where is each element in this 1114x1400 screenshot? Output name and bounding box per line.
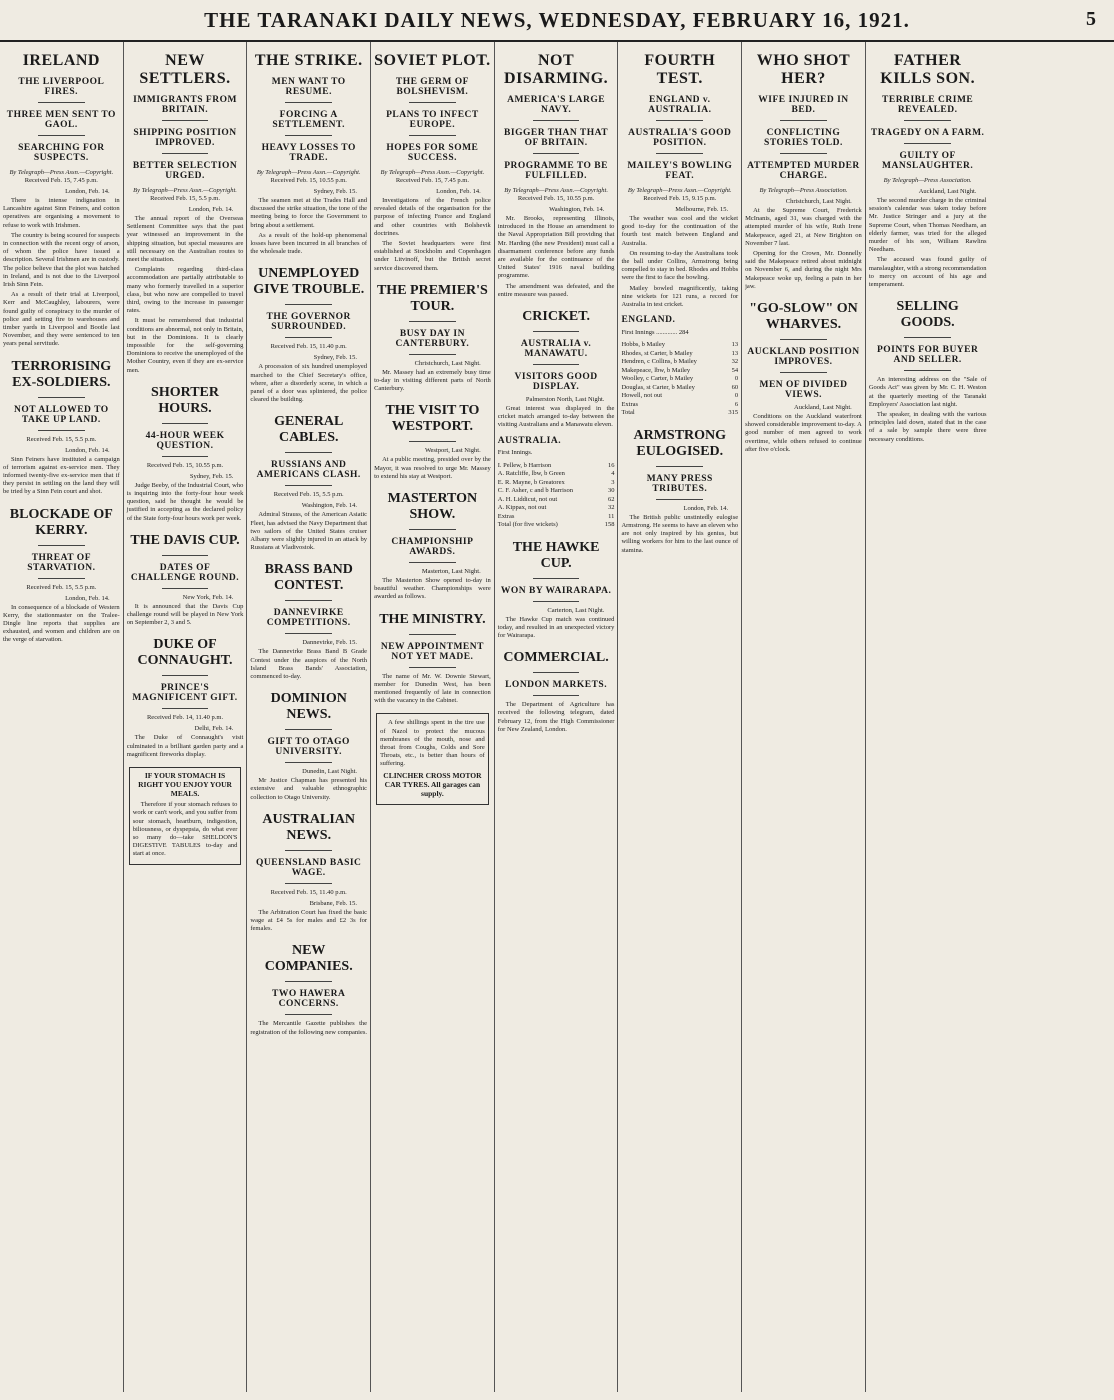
masthead-title: THE TARANAKI DAILY NEWS, WEDNESDAY, FEBRUARY 16, 1921.: [204, 8, 910, 32]
masthead: [0, 0, 1114, 42]
rule-divider: [409, 667, 456, 668]
rule-divider: [38, 578, 85, 579]
scorecard-row: [498, 479, 615, 488]
byline: By Telegraph—Press Association.: [759, 187, 848, 194]
batsman-runs: 315: [728, 409, 739, 417]
rule-divider: [409, 441, 456, 442]
rule-divider: [533, 364, 580, 365]
subheadline: POINTS FOR BUYER AND SELLER.: [876, 345, 979, 366]
column: [371, 42, 495, 1392]
article-paragraph: At the Supreme Court, Frederick McInanis, aged 31, was charged with the attempted murder of his wife, Ruth Irene Makepeace, aged 21, at New Brighton on November 7 last.: [745, 207, 862, 247]
received-time: Received Feb. 15, 5.5 p.m.: [273, 491, 344, 499]
batsman-runs: 11: [608, 512, 615, 520]
article-paragraph: Opening for the Crown, Mr. Donnelly said the Makepeace retired about midnight on November 6, and during the night Mrs Makepeace woke up, feeling a pain in her jaw.: [745, 250, 862, 290]
rule-divider: [780, 120, 827, 121]
dateline: Washington, Feb. 14.: [549, 206, 605, 213]
rule-divider: [285, 600, 332, 601]
rule-divider: [780, 372, 827, 373]
ad-headline: CLINCHER CROSS MOTOR CAR TYRES. All garages can supply.: [383, 770, 482, 798]
rule-divider: [285, 762, 332, 763]
article-paragraph: The Masterton Show opened to-day in beautiful weather. Championships were awarded as follows.: [374, 577, 491, 601]
batsman-name: Hobbs, b Mailey: [621, 341, 665, 349]
ad-text: Therefore if your stomach refuses to work or can't work, and you suffer from sour stomach, heartburn, indigestion, biliousness, or dyspepsia, do what ever so many do—take SHELDON'S DIGESTIVE TABULES to-day and start at once.: [132, 801, 238, 858]
section-headline: THE MINISTRY.: [379, 611, 486, 627]
byline: By Telegraph—Press Association.: [883, 177, 972, 184]
dateline: London, Feb. 14.: [188, 206, 234, 213]
dateline: Dunedin, Last Night.: [302, 768, 358, 776]
article-paragraph: There is intense indignation in Lancashire against Sinn Feiners, and cotton operatives are organising a movement to refuse to work with Irishmen.: [3, 197, 120, 229]
dateline: Palmerston North, Last Night.: [525, 396, 605, 404]
rule-divider: [285, 304, 332, 305]
article-paragraph: The weather was cool and the wicket good to-day for the continuation of the fourth test match between England and Australia.: [621, 215, 739, 247]
rule-divider: [162, 588, 209, 589]
rule-divider: [285, 1014, 332, 1015]
rule-divider: [904, 337, 951, 338]
subheadline: PLANS TO INFECT EUROPE.: [386, 110, 479, 130]
column: [495, 42, 619, 1392]
batsman-name: Makepeace, lbw, b Mailey: [621, 366, 691, 374]
column-headline: FOURTH TEST.: [644, 52, 716, 87]
rule-divider: [904, 370, 951, 371]
article-paragraph: The second murder charge in the criminal session's calendar was taken today before Mr. Justice Stringer and a jury at the Supreme Court, when Thomas Needham, an elderly farmer, was tried for the alleged murder of his son, William Rawlins Needham.: [868, 197, 987, 254]
scorecard-row: [498, 521, 615, 530]
section-headline: THE DAVIS CUP.: [130, 532, 240, 548]
article-paragraph: The Mercantile Gazette publishes the registration of the following new companies.: [250, 1020, 368, 1036]
scorecard-row: [621, 350, 738, 359]
subheadline: DATES OF CHALLENGE ROUND.: [130, 562, 240, 583]
article-paragraph: It must be remembered that industrial conditions are abnormal, not only in Britain, but in the Dominions. It is clearly impossible for the self-governing Dominions to receive the unemployed of the Mother Country, even if they are ex-service men.: [126, 317, 244, 374]
batsman-runs: 16: [607, 461, 615, 469]
dateline: Christchurch, Last Night.: [785, 198, 852, 205]
batsman-runs: 32: [607, 504, 615, 512]
batsman-runs: 0: [734, 392, 739, 400]
received-time: Received Feb. 15, 5.5 p.m.: [150, 195, 220, 202]
column-headline: SOVIET PLOT.: [374, 52, 491, 69]
subheadline: ATTEMPTED MURDER CHARGE.: [747, 161, 860, 181]
article-paragraph: The accused was found guilty of manslaughter, with a strong recommendation to mercy on account of his age and temperament.: [868, 256, 987, 289]
section-headline: UNEMPLOYED GIVE TROUBLE.: [253, 266, 365, 298]
section-headline: THE PREMIER'S TOUR.: [376, 282, 488, 314]
article-paragraph: Investigations of the French police revealed details of the organisation for the purpose of infecting France and England and other countries with Bolshevik doctrines.: [374, 197, 491, 237]
article-paragraph: The British public unstintedly eulogise Armstrong. He seems to have an eleven who are not only inspired by his genius, but willing workers for him to the last ounce of stamina.: [621, 513, 739, 554]
batsman-runs: 3: [611, 478, 615, 486]
batsman-name: Howell, not out: [621, 392, 663, 400]
subheadline: SHIPPING POSITION IMPROVED.: [133, 128, 237, 148]
article-paragraph: The speaker, in dealing with the various principles laid down, stated that in the case of a sale by sample there were three necessary conditions.: [868, 411, 987, 443]
dateline: Melbourne, Feb. 15.: [675, 206, 729, 213]
article-paragraph: As a result of the hold-up phenomenal losses have been incurred in all branches of the wholesale trade.: [250, 231, 368, 256]
batsman-runs: 30: [607, 487, 615, 495]
subheadline: ENGLAND v. AUSTRALIA.: [648, 95, 712, 115]
batsman-runs: 60: [731, 383, 739, 391]
rule-divider: [533, 601, 580, 602]
subheadline: HEAVY LOSSES TO TRADE.: [261, 143, 356, 163]
scorecard-row: [621, 384, 738, 393]
rule-divider: [38, 545, 85, 546]
rule-divider: [409, 634, 456, 635]
ad-headline: IF YOUR STOMACH IS RIGHT YOU ENJOY YOUR MEALS.: [138, 771, 232, 799]
subheadline: QUEENSLAND BASIC WAGE.: [256, 857, 362, 878]
rule-divider: [285, 850, 332, 851]
rule-divider: [162, 708, 209, 709]
batsman-runs: 32: [731, 358, 739, 366]
columns-container: [0, 42, 1114, 1392]
scorecard-row: [498, 470, 615, 479]
subheadline: THE GOVERNOR SURROUNDED.: [266, 312, 351, 333]
article-paragraph: As a result of their trial at Liverpool, Kerr and McCaughley, labourers, were found guilty of conspiracy to the murder of police and setting fire to warehouses and timber yards in Liverpool and Bootle last November, and they were sentenced to ten years penal servitude.: [3, 291, 120, 348]
article-paragraph: The seamen met at the Trades Hall and discussed the strike situation, the tone of the meeting being to force the Government to bring about a settlement.: [250, 197, 368, 229]
rule-divider: [285, 135, 332, 136]
batsman-name: Total: [621, 409, 635, 417]
subheadline: BUSY DAY IN CANTERBURY.: [395, 328, 470, 349]
rule-divider: [162, 423, 209, 424]
sheldon-advertisement: [129, 767, 242, 864]
column-headline: IRELAND: [22, 52, 100, 69]
scorecard-row: [621, 358, 738, 367]
dateline: Auckland, Last Night.: [794, 404, 852, 412]
subheadline: MEN WANT TO RESUME.: [271, 77, 346, 97]
column-headline: FATHER KILLS SON.: [880, 52, 976, 87]
column-headline: NOT DISARMING.: [504, 52, 609, 87]
batsman-runs: 54: [731, 366, 739, 374]
subheadline: HOPES FOR SOME SUCCESS.: [386, 143, 479, 163]
dateline: Christchurch, Last Night.: [414, 359, 481, 367]
rule-divider: [533, 120, 580, 121]
subheadline: PRINCE'S MAGNIFICENT GIFT.: [132, 683, 238, 704]
rule-divider: [656, 466, 703, 467]
received-time: Received Feb. 14, 11.40 p.m.: [146, 714, 224, 722]
dateline: London, Feb. 14.: [683, 504, 729, 512]
byline: By Telegraph—Press Assn.—Copyright.: [9, 169, 114, 176]
article-paragraph: Great interest was displayed in the cricket match arranged to-day between the visiting Australians and a Manawatu eleven.: [497, 405, 615, 429]
scorecard-row: [621, 367, 738, 376]
batsman-name: Total (for five wickets): [497, 521, 558, 529]
scorecard-title: AUSTRALIA.: [497, 435, 562, 446]
column: [247, 42, 371, 1392]
section-headline: COMMERCIAL.: [503, 650, 609, 666]
rule-divider: [285, 452, 332, 453]
batsman-name: A. Ratcliffe, lbw, b Green: [497, 470, 565, 478]
rule-divider: [285, 485, 332, 486]
batsman-name: Extras: [621, 400, 639, 408]
byline: By Telegraph—Press Assn.—Copyright.: [256, 169, 361, 176]
batsman-name: I. Pellew, b Harrison: [497, 461, 552, 469]
batsman-name: A. H. Liddicut, not out: [497, 495, 558, 503]
article-paragraph: Complaints regarding third-class accommodation are partially attributable to many who formerly travelled in a superior class, but who now are compelled to travel third, owing to the increase in passenger rates.: [126, 266, 244, 315]
rule-divider: [904, 120, 951, 121]
article-paragraph: It is announced that the Davis Cup challenge round will be played in New York on September 2, 3 and 5.: [126, 602, 244, 627]
article-paragraph: Conditions on the Auckland waterfront showed considerable improvement to-day. A good number of men agreed to work overtime, while others refused to continue after five o'clock.: [745, 413, 862, 453]
subheadline: RUSSIANS AND AMERICANS CLASH.: [256, 460, 361, 481]
rule-divider: [38, 397, 85, 398]
received-time: Received Feb. 15, 11.40 p.m.: [270, 888, 347, 896]
subheadline: TERRIBLE CRIME REVEALED.: [882, 95, 974, 115]
byline: By Telegraph—Press Assn.—Copyright.: [504, 187, 608, 194]
rule-divider: [162, 675, 209, 676]
article-paragraph: The Dannevirke Brass Band B Grade Contest under the auspices of the North Island Brass Bands' Association, commenced to-day.: [250, 648, 368, 681]
scorecard-row: [621, 401, 738, 410]
column-headline: WHO SHOT HER?: [756, 52, 851, 87]
section-headline: THE HAWKE CUP.: [512, 539, 600, 571]
rule-divider: [780, 339, 827, 340]
subheadline: WON BY WAIRARAPA.: [500, 585, 612, 596]
rule-divider: [656, 120, 703, 121]
column: [0, 42, 124, 1392]
article-paragraph: In consequence of a blockade of Western Kerry, the stationmaster on the Tralee-Dingle line reports that supplies are exhausted, and women and children are on the verge of starvation.: [3, 603, 120, 644]
byline: By Telegraph—Press Assn.—Copyright.: [627, 187, 732, 194]
rule-divider: [533, 153, 580, 154]
section-headline: "GO-SLOW" ON WHARVES.: [749, 301, 858, 333]
column-headline: NEW SETTLERS.: [139, 52, 231, 87]
subheadline: DANNEVIRKE COMPETITIONS.: [266, 608, 351, 629]
section-headline: DUKE OF CONNAUGHT.: [137, 637, 233, 669]
rule-divider: [38, 135, 85, 136]
received-time: Received Feb. 15, 10.55 p.m.: [517, 195, 595, 202]
dateline: Dannevirke, Feb. 15.: [302, 639, 358, 647]
subheadline: THREAT OF STARVATION.: [27, 552, 96, 573]
rule-divider: [780, 153, 827, 154]
dateline: Sydney, Feb. 15.: [313, 188, 358, 195]
batsman-runs: 13: [731, 341, 739, 349]
received-time: Received Feb. 15, 10.55 p.m.: [270, 177, 347, 184]
scorecard-row: [498, 487, 615, 496]
batsman-name: Hendren, c Collins, b Mailey: [621, 358, 697, 366]
section-headline: BLOCKADE OF KERRY.: [9, 506, 113, 538]
rule-divider: [285, 883, 332, 884]
batsman-name: Douglas, st Carter, b Mailey: [621, 383, 695, 391]
column: [866, 42, 990, 1392]
rule-divider: [656, 153, 703, 154]
subheadline: AUCKLAND POSITION IMPROVES.: [747, 347, 860, 368]
batsman-name: Woolley, c Carter, b Mailey: [621, 375, 694, 383]
article-paragraph: The country is being scoured for suspects in connection with the recent orgy of arson, of whom the police have issued a description. Several Irishmen are in custody. The police believe that the plot was hatched in Ireland, and is not due to the Liverpool Irish Sinn Fein.: [3, 231, 120, 289]
byline: By Telegraph—Press Assn.—Copyright.: [133, 187, 237, 194]
subheadline: GIFT TO OTAGO UNIVERSITY.: [267, 737, 350, 758]
batsman-runs: 13: [731, 349, 739, 357]
subheadline: NOT ALLOWED TO TAKE UP LAND.: [14, 404, 109, 425]
subheadline: PROGRAMME TO BE FULFILLED.: [504, 161, 608, 181]
column-headline: THE STRIKE.: [254, 52, 363, 69]
rule-divider: [285, 981, 332, 982]
section-headline: THE VISIT TO WESTPORT.: [385, 403, 480, 435]
rule-divider: [409, 321, 456, 322]
subheadline: LONDON MARKETS.: [505, 680, 608, 691]
rule-divider: [409, 529, 456, 530]
rule-divider: [285, 337, 332, 338]
subheadline: SEARCHING FOR SUSPECTS.: [18, 143, 105, 163]
scorecard-row: [621, 409, 738, 418]
rule-divider: [656, 499, 703, 500]
rule-divider: [38, 430, 85, 431]
article-paragraph: The amendment was defeated, and the entire measure was passed.: [497, 282, 615, 298]
dateline: London, Feb. 14.: [65, 188, 110, 195]
scorecard-caption: First Innings ............. 284: [621, 328, 689, 336]
subheadline: BIGGER THAN THAT OF BRITAIN.: [504, 128, 609, 148]
subheadline: MEN OF DIVIDED VIEWS.: [759, 380, 848, 401]
dateline: New York, Feb. 14.: [182, 593, 234, 601]
article-paragraph: Judge Beeby, of the Industrial Court, who is inquiring into the forty-four hour week question, said he thought he would be justified in accepting as the declared policy of the State forty-four hours work per week.: [126, 481, 244, 522]
article-paragraph: The annual report of the Overseas Settlement Committee says that the past year witnessed an improvement in the shipping situation, but special measures are still necessary on the Australian routes to meet the situation.: [126, 215, 244, 264]
batsman-name: A. Kippax, not out: [497, 504, 547, 512]
rule-divider: [533, 672, 580, 673]
section-headline: DOMINION NEWS.: [270, 691, 347, 723]
article-paragraph: The Arbitration Court has fixed the basic wage at £4 5s for males and £2 3s for females.: [250, 908, 368, 933]
subheadline: FORCING A SETTLEMENT.: [272, 110, 346, 130]
article-paragraph: The name of Mr. W. Downie Stewart, member for Dunedin West, has been mentioned frequently of late in connection with the vacancy in the Cabinet.: [374, 672, 491, 705]
article-paragraph: Mr. Massey had an extremely busy time to-day in visiting different parts of North Canterbury.: [374, 368, 491, 393]
byline: By Telegraph—Press Assn.—Copyright.: [380, 169, 485, 176]
section-headline: GENERAL CABLES.: [274, 414, 344, 446]
section-headline: CRICKET.: [522, 309, 590, 325]
subheadline: MAILEY'S BOWLING FEAT.: [627, 161, 733, 181]
subheadline: TWO HAWERA CONCERNS.: [272, 989, 346, 1010]
received-time: Received Feb. 15, 7.45 p.m.: [395, 177, 469, 184]
scorecard-row: [498, 513, 615, 522]
subheadline: TRAGEDY ON A FARM.: [870, 128, 985, 138]
section-headline: BRASS BAND CONTEST.: [264, 562, 353, 594]
dateline: Brisbane, Feb. 15.: [309, 899, 358, 907]
rule-divider: [409, 102, 456, 103]
subheadline: VISITORS GOOD DISPLAY.: [514, 372, 598, 393]
rule-divider: [285, 729, 332, 730]
subheadline: AUSTRALIA v. MANAWATU.: [520, 339, 592, 360]
rule-divider: [38, 102, 85, 103]
article-paragraph: Mailey bowled magnificently, taking nine wickets for 121 runs, a record for Australia in test cricket.: [621, 284, 739, 309]
dateline: Sydney, Feb. 15.: [189, 472, 234, 480]
subheadline: WIFE INJURED IN BED.: [758, 95, 849, 115]
rule-divider: [162, 456, 209, 457]
section-headline: MASTERTON SHOW.: [387, 491, 478, 523]
rule-divider: [533, 331, 580, 332]
received-time: Received Feb. 15, 7.45 p.m.: [24, 177, 98, 184]
dateline: Washington, Feb. 14.: [301, 502, 358, 510]
article-paragraph: A procession of six hundred unemployed marched to the Chief Secretary's office, where, after a disorderly scene, in which a panel of a door was splintered, the police cleared the building.: [250, 363, 368, 404]
scorecard: [498, 437, 615, 530]
dateline: Delhi, Feb. 14.: [194, 725, 234, 733]
dateline: London, Feb. 14.: [436, 188, 481, 195]
article-paragraph: The Duke of Connaught's visit culminated in a brilliant garden party and a magnificent fireworks display.: [126, 734, 244, 758]
column: [618, 42, 742, 1392]
article-paragraph: Mr Justice Chapman has presented his extensive and valuable ethnographic collection to Otago University.: [250, 777, 368, 801]
article-paragraph: On resuming to-day the Australians took the ball under Collins, Armstrong being compelled to stay in bed. Rhodes and Hobbs were the first to face the bowling.: [621, 249, 739, 282]
received-time: Received Feb. 15, 5.5 p.m.: [26, 435, 97, 443]
received-time: Received Feb. 15, 10.55 p.m.: [146, 461, 224, 469]
subheadline: MANY PRESS TRIBUTES.: [646, 473, 713, 494]
subheadline: 44-HOUR WEEK QUESTION.: [145, 430, 225, 451]
article-paragraph: Mr. Brooks, representing Illinois, introduced in the House an amendment to the Naval Appropriation Bill providing that Mr. Harding (the new President) must call a disarmament conference before any funds are available for the continuance of the United States' 1916 naval building programme.: [497, 215, 615, 280]
subheadline: THE GERM OF BOLSHEVISM.: [395, 77, 469, 97]
section-headline: ARMSTRONG EULOGISED.: [633, 427, 727, 459]
dateline: London, Feb. 14.: [65, 594, 110, 602]
scorecard-row: [621, 392, 738, 401]
rule-divider: [162, 120, 209, 121]
received-time: Received Feb. 15, 9.15 p.m.: [643, 195, 717, 202]
rule-divider: [533, 695, 580, 696]
batsman-name: C. F. Asher, c and b Harrison: [497, 487, 573, 495]
batsman-runs: 0: [734, 375, 739, 383]
subheadline: BETTER SELECTION URGED.: [132, 161, 238, 181]
article-paragraph: An interesting address on the "Sale of Goods Act" was given by Mr. C. H. Weston at the quarterly meeting of the Taranaki Employers' Association last night.: [868, 376, 987, 408]
rule-divider: [162, 153, 209, 154]
ad-text: A few shillings spent in the tire use of Nazol to protect the mucous membranes of the mouth, nose and throat from Coughs, Colds and Sore Throats, etc., is better than hours of suffering.: [380, 719, 485, 768]
rule-divider: [409, 354, 456, 355]
clincher-advertisement: [376, 713, 489, 804]
page-number: 5: [1086, 8, 1096, 30]
rule-divider: [162, 555, 209, 556]
batsman-runs: 4: [611, 470, 615, 478]
scorecard-row: [621, 341, 738, 350]
article-paragraph: At a public meeting, presided over by the Mayor, it was resolved to urge Mr. Massey to extend his stay at Westport.: [374, 456, 491, 480]
rule-divider: [409, 562, 456, 563]
scorecard: [621, 316, 738, 418]
received-time: Received Feb. 15, 11.40 p.m.: [270, 343, 347, 351]
dateline: Sydney, Feb. 15.: [313, 354, 358, 362]
article-paragraph: The Hawke Cup match was continued today, and resulted in an unexpected victory for Wairarapa.: [497, 615, 615, 640]
dateline: London, Feb. 14.: [65, 446, 110, 454]
article-paragraph: Admiral Strauss, of the American Asiatic Fleet, has advised the Navy Department that two sailors of the United States cruiser Albany were slightly injured in an attack by Russians at Vladivostok.: [250, 511, 368, 552]
dateline: Westport, Last Night.: [424, 447, 481, 455]
subheadline: CHAMPIONSHIP AWARDS.: [391, 537, 474, 558]
rule-divider: [533, 578, 580, 579]
batsman-runs: 62: [607, 495, 615, 503]
section-headline: SELLING GOODS.: [896, 299, 959, 331]
scorecard-title: ENGLAND.: [621, 315, 676, 326]
scorecard-row: [498, 462, 615, 471]
rule-divider: [409, 135, 456, 136]
dateline: Auckland, Last Night.: [918, 188, 977, 195]
scorecard-caption: First Innings.: [497, 449, 533, 457]
scorecard-row: [621, 375, 738, 384]
subheadline: AMERICA'S LARGE NAVY.: [507, 95, 606, 115]
scorecard-row: [498, 504, 615, 513]
section-headline: NEW COMPANIES.: [264, 943, 353, 975]
article-paragraph: The Soviet headquarters were first established at Stockholm and Copenhagen under Litvinoff, but the British secret service discovered them.: [374, 240, 491, 272]
batsman-name: Extras: [497, 512, 515, 520]
rule-divider: [285, 102, 332, 103]
received-time: Received Feb. 15, 5.5 p.m.: [26, 583, 97, 591]
rule-divider: [285, 633, 332, 634]
batsman-runs: 158: [604, 521, 615, 529]
subheadline: CONFLICTING STORIES TOLD.: [764, 128, 843, 148]
batsman-name: E. R. Mayne, b Greatorex: [497, 478, 565, 486]
batsman-name: Rhodes, st Carter, b Mailey: [621, 349, 693, 357]
batsman-runs: 6: [734, 400, 739, 408]
column: [742, 42, 866, 1392]
article-paragraph: The Department of Agriculture has received the following telegram, dated February 12, from the High Commissioner for New Zealand, London.: [497, 701, 615, 733]
dateline: Masterton, Last Night.: [421, 568, 481, 576]
subheadline: THE LIVERPOOL FIRES.: [18, 77, 105, 97]
subheadline: NEW APPOINTMENT NOT YET MADE.: [380, 641, 484, 662]
column: [124, 42, 248, 1392]
rule-divider: [904, 143, 951, 144]
dateline: Carterton, Last Night.: [547, 606, 605, 614]
subheadline: IMMIGRANTS FROM BRITAIN.: [133, 95, 237, 115]
subheadline: GUILTY OF MANSLAUGHTER.: [882, 151, 974, 171]
article-paragraph: Sinn Feiners have instituted a campaign of terrorism against ex-service men. They informed twenty-five ex-service men that if they persist in settling on the land they will be tried by a Sinn Fein court and shot.: [3, 455, 120, 496]
section-headline: TERRORISING EX-SOLDIERS.: [11, 358, 112, 390]
scorecard-row: [498, 496, 615, 505]
subheadline: AUSTRALIA'S GOOD POSITION.: [628, 128, 732, 148]
section-headline: SHORTER HOURS.: [151, 384, 220, 416]
subheadline: THREE MEN SENT TO GAOL.: [6, 110, 116, 130]
section-headline: AUSTRALIAN NEWS.: [262, 811, 355, 843]
